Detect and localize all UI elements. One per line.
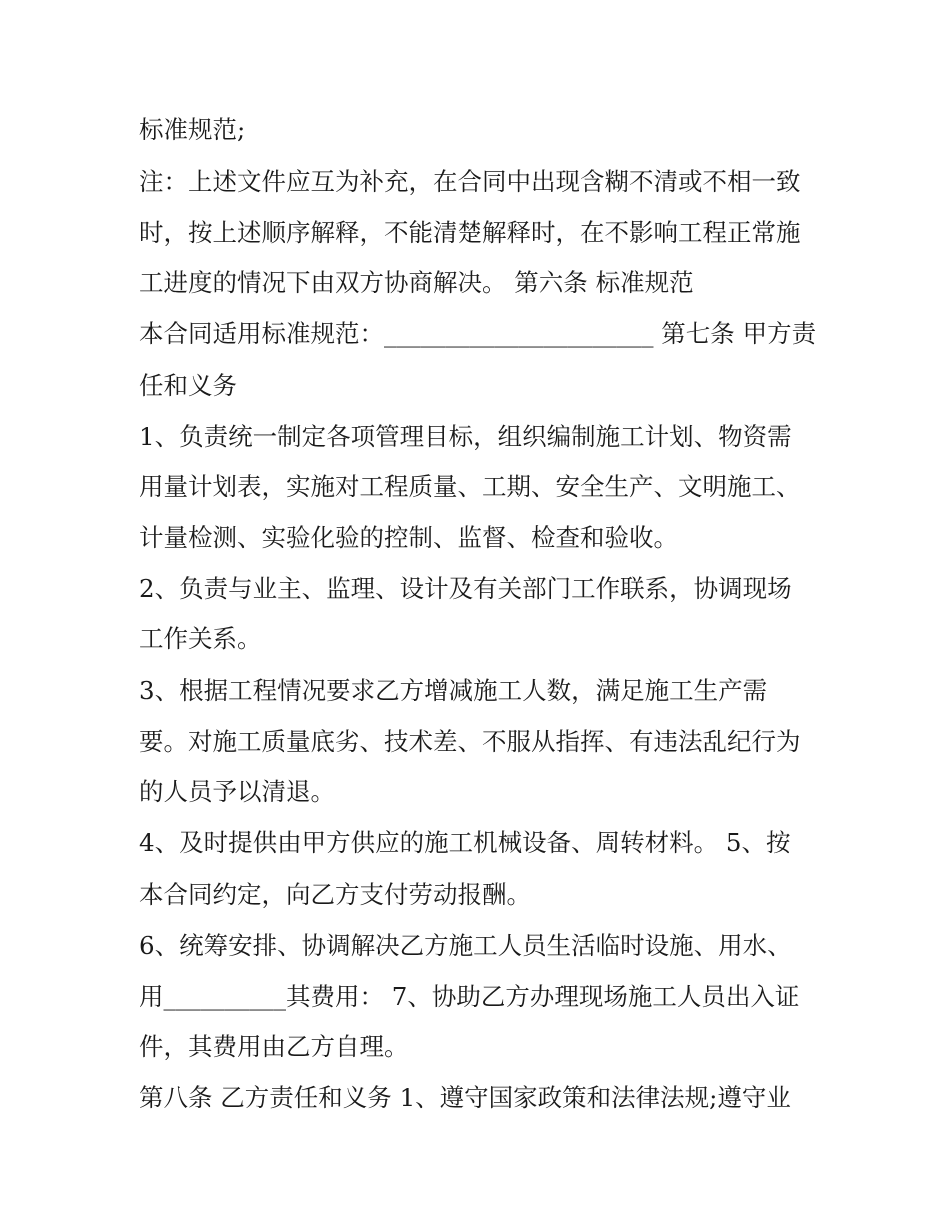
text-line: 计量检测、实验化验的控制、监督、检查和验收。 xyxy=(139,523,678,552)
text-line: 工进度的情况下由双方协商解决。 第六条 标准规范 xyxy=(139,268,694,297)
text-line: 4、及时提供由甲方供应的施工机械设备、周转材料。 5、按 xyxy=(139,828,791,857)
text-line: 时，按上述顺序解释，不能清楚解释时，在不影响工程正常施 xyxy=(139,218,801,247)
text-line: 要。对施工质量底劣、技术差、不服从指挥、有违法乱纪行为 xyxy=(139,727,801,756)
text-line: 件，其费用由乙方自理。 xyxy=(139,1032,409,1061)
text-line: 2、负责与业主、监理、设计及有关部门工作联系，协调现场 xyxy=(139,574,792,603)
text-line: 第八条 乙方责任和义务 1、遵守国家政策和法律法规;遵守业 xyxy=(139,1083,791,1112)
text-line: 任和义务 xyxy=(139,371,237,400)
text-line: 1、负责统一制定各项管理目标，组织编制施工计划、物资需 xyxy=(139,422,792,451)
text-line: 本合同适用标准规范：______________________ 第七条 甲方责 xyxy=(139,319,817,348)
text-line: 用量计划表，实施对工程质量、工期、安全生产、文明施工、 xyxy=(139,472,801,501)
text-line: 本合同约定，向乙方支付劳动报酬。 xyxy=(139,880,531,909)
text-line: 工作关系。 xyxy=(139,624,262,653)
text-line: 的人员予以清退。 xyxy=(139,777,335,806)
text-line: 注：上述文件应互为补充，在合同中出现含糊不清或不相一致 xyxy=(139,167,801,196)
text-line: 标准规范; xyxy=(139,115,246,144)
text-line: 6、统筹安排、协调解决乙方施工人员生活临时设施、用水、 xyxy=(139,931,792,960)
text-line: 3、根据工程情况要求乙方增减施工人数，满足施工生产需 xyxy=(139,676,768,705)
text-line: 用__________其费用： 7、协助乙方办理现场施工人员出入证 xyxy=(139,982,800,1011)
